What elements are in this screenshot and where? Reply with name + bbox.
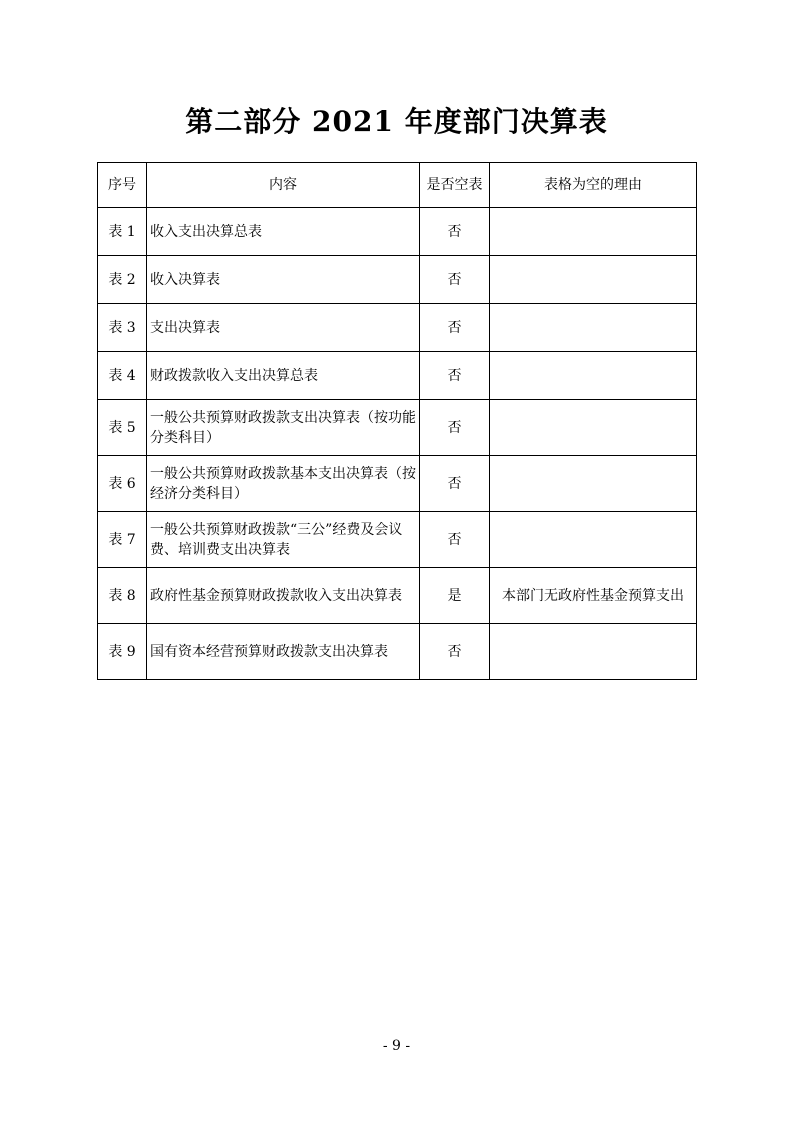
- header-reason: 表格为空的理由: [490, 163, 697, 208]
- table-row: [98, 256, 697, 304]
- row-seq: 表 4: [98, 352, 147, 400]
- table-row: [98, 400, 697, 456]
- row-seq: 表 9: [98, 624, 147, 680]
- row-is-empty: 否: [420, 456, 490, 512]
- header-row: [98, 163, 697, 208]
- row-reason: [490, 400, 697, 456]
- row-is-empty: 否: [420, 512, 490, 568]
- row-reason: [490, 456, 697, 512]
- row-is-empty: 否: [420, 352, 490, 400]
- row-is-empty: 否: [420, 208, 490, 256]
- row-content: 一般公共预算财政拨款支出决算表（按功能分类科目）: [147, 400, 420, 456]
- row-seq: 表 1: [98, 208, 147, 256]
- row-content: 一般公共预算财政拨款“三公”经费及会议费、培训费支出决算表: [147, 512, 420, 568]
- row-reason: [490, 512, 697, 568]
- table-row: [98, 568, 697, 624]
- row-is-empty: 否: [420, 304, 490, 352]
- row-seq: 表 7: [98, 512, 147, 568]
- row-content: 一般公共预算财政拨款基本支出决算表（按经济分类科目）: [147, 456, 420, 512]
- budget-tables-list: [97, 162, 697, 680]
- row-content: 财政拨款收入支出决算总表: [147, 352, 420, 400]
- header-content: 内容: [147, 163, 420, 208]
- table-row: [98, 624, 697, 680]
- row-seq: 表 2: [98, 256, 147, 304]
- row-reason: [490, 304, 697, 352]
- header-is-empty: 是否空表: [420, 163, 490, 208]
- table-row: [98, 208, 697, 256]
- row-seq: 表 8: [98, 568, 147, 624]
- row-reason: [490, 208, 697, 256]
- row-seq: 表 3: [98, 304, 147, 352]
- row-is-empty: 否: [420, 256, 490, 304]
- row-content: 收入支出决算总表: [147, 208, 420, 256]
- row-seq: 表 6: [98, 456, 147, 512]
- row-reason: [490, 352, 697, 400]
- row-is-empty: 否: [420, 624, 490, 680]
- row-is-empty: 是: [420, 568, 490, 624]
- row-content: 收入决算表: [147, 256, 420, 304]
- row-content: 政府性基金预算财政拨款收入支出决算表: [147, 568, 420, 624]
- table-row: [98, 512, 697, 568]
- page-number: - 9 -: [382, 1038, 411, 1054]
- row-content: 支出决算表: [147, 304, 420, 352]
- row-content: 国有资本经营预算财政拨款支出决算表: [147, 624, 420, 680]
- row-reason: [490, 624, 697, 680]
- table-row: [98, 352, 697, 400]
- header-seq: 序号: [98, 163, 147, 208]
- table-row: [98, 304, 697, 352]
- row-reason: 本部门无政府性基金预算支出: [490, 568, 697, 624]
- row-seq: 表 5: [98, 400, 147, 456]
- table-row: [98, 456, 697, 512]
- row-reason: [490, 256, 697, 304]
- row-is-empty: 否: [420, 400, 490, 456]
- page-title: 第二部分 2021 年度部门决算表: [185, 105, 608, 138]
